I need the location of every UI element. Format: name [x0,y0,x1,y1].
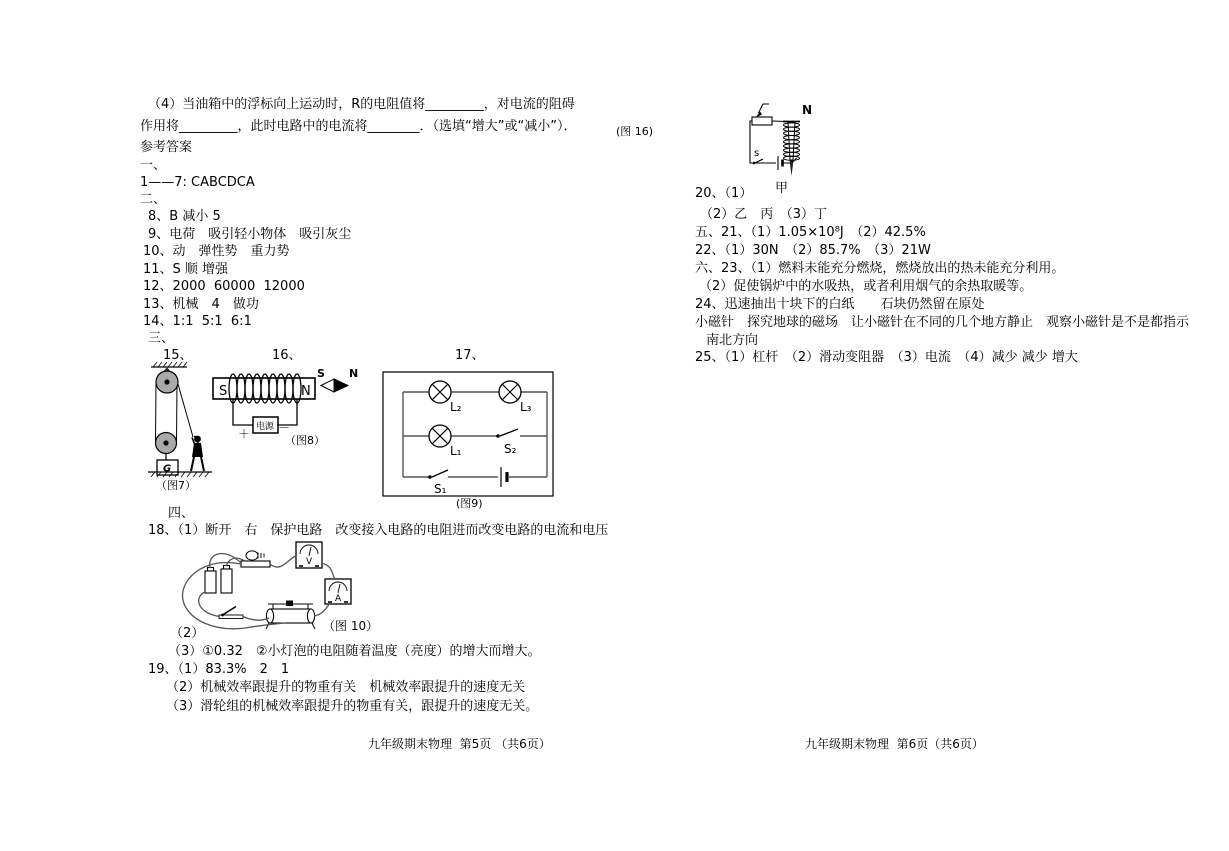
figure-15-number: 15、 [163,348,193,363]
ammeter [325,579,351,604]
voltmeter [296,542,322,568]
figure-8-caption: （图8） [285,434,325,447]
voltmeter-label: V [306,557,313,567]
moving-pulley [156,433,177,454]
battery-symbol [501,467,507,487]
rheostat-symbol [752,104,772,125]
answer-line-24-1: 24、迅速抽出十块下的白纸 石块仍然留在原处 [695,297,985,312]
answer-line-22: 22、（1）30N （2）85.7% （3）21W [695,243,931,258]
figure-17-number: 17、 [455,348,485,363]
person-figure [191,436,204,471]
answer-line-10: 10、动 弹性势 重力势 [143,244,290,259]
answer-line-11: 11、S 顺 增强 [143,262,229,277]
lamp-l3-label: L₃ [520,400,532,414]
battery-cells [205,566,232,594]
switch-s1 [428,470,448,479]
answer-line-24-3: 南北方向 [706,333,759,348]
figure-9-caption: (图9) [456,497,483,510]
switch-s1-label: S₁ [434,482,447,496]
section-3-heading: 三、 [148,331,175,346]
figure16-reference: (图 16) [616,125,654,138]
answer-line-8: 8、B 减小 5 [148,209,221,224]
lamp-holder [241,551,270,567]
magnet-bar [213,378,315,399]
ammeter-label: A [335,594,342,604]
lamp-l3 [499,381,521,403]
answer-line-19-1: 19、（1）83.3% 2 1 [148,662,290,677]
answer-line-18-1: 18、（1）断开 右 保护电路 改变接入电路的电阻进而改变电路的电流和电压 [148,523,609,538]
answer-line-19-3: （3）滑轮组的机械效率跟提升的物重有关，跟提升的速度无关。 [166,699,539,714]
battery-symbol [778,156,783,170]
answer-key-title: 参考答案 [140,140,193,155]
answer-line-13: 13、机械 4 做功 [143,297,259,312]
minus-terminal-label: － [278,421,291,435]
answer-line-25: 25、（1）杠杆 （2）滑动变阻器 （3）电流 （4）减少 减少 增大 [695,350,1078,365]
lamp-l2-label: L₂ [450,400,462,414]
switch-s2-label: S₂ [504,442,517,456]
weight-label: G [163,463,172,475]
pole-right-label: N [301,384,311,399]
figure-jia-caption: 甲 [775,181,789,196]
answer-line-12: 12、2000 60000 12000 [143,279,305,294]
switch-label: s [754,148,760,159]
answer-line-20-2: （2）乙 丙 （3）丁 [700,207,828,222]
figure-10-apparatus-diagram [173,536,395,636]
page-5-footer: 九年级期末物理 第5页 （共6页） [368,737,551,751]
compass-needle [321,379,348,392]
needle-n-label: N [349,368,359,380]
page-6-footer: 九年级期末物理 第6页（共6页） [805,737,984,751]
figure-10-caption: （图 10） [323,619,379,633]
figure-9-circuit-diagram [380,360,556,510]
answer-line-23-2: （2）促使锅炉中的水吸热，或者利用烟气的余热取暖等。 [699,279,1033,294]
ceiling-hatch [151,362,187,367]
section-2-heading: 二、 [140,192,167,207]
question4-line2: 作用将_________，此时电路中的电流将________．（选填“增大”或“减小”）． [140,119,577,134]
answer-line-1-7: 1——7: CABCDCA [140,175,255,190]
answer-line-9: 9、电荷 吸引轻小物体 吸引灰尘 [148,227,352,242]
answer-line-19-2: （2）机械效率跟提升的物重有关 机械效率跟提升的速度无关 [166,680,526,695]
pole-left-label: S [219,384,228,399]
question4-line1: （4）当油箱中的浮标向上运动时，R的电阻值将_________，对电流的阻碍 [148,97,575,112]
section-1-heading: 一、 [140,158,167,173]
section-4-heading: 四、 [168,506,195,521]
lamp-l1 [429,425,451,447]
fixed-pulley [156,371,178,393]
knife-switch [219,607,243,619]
power-supply-label: 电源 [256,422,275,432]
figure-jia-nail-circuit [740,98,835,183]
figure-7-caption: （图7） [156,479,196,492]
lamp-l2 [429,381,451,403]
answer-line-24-2: 小磁针 探究地球的磁场 让小磁针在不同的几个地方静止 观察小磁针是不是都指示 [695,315,1190,330]
nail-n-pole-label: N [802,103,813,117]
answer-line-20-1: 20、（1） [695,186,753,201]
answer-line-14: 14、1:1 5:1 6:1 [143,314,252,329]
lamp-l1-label: L₁ [450,444,462,458]
switch-s2 [496,429,518,438]
figure-16-number: 16、 [272,348,302,363]
needle-s-label: S [317,368,325,380]
answer-line-21: 五、21、（1）1.05×10⁸J （2）42.5% [695,225,926,240]
plus-terminal-label: ＋ [238,427,251,441]
figure-8-electromagnet-diagram [211,368,361,448]
answer-line-23-1: 六、23、（1）燃料未能充分燃烧，燃烧放出的热未能充分利用。 [695,261,1065,276]
answer-line-18-3: （3）①0.32 ②小灯泡的电阻随着温度（亮度）的增大而增大。 [168,644,541,659]
answer-line-18-2: （2） [170,626,205,641]
